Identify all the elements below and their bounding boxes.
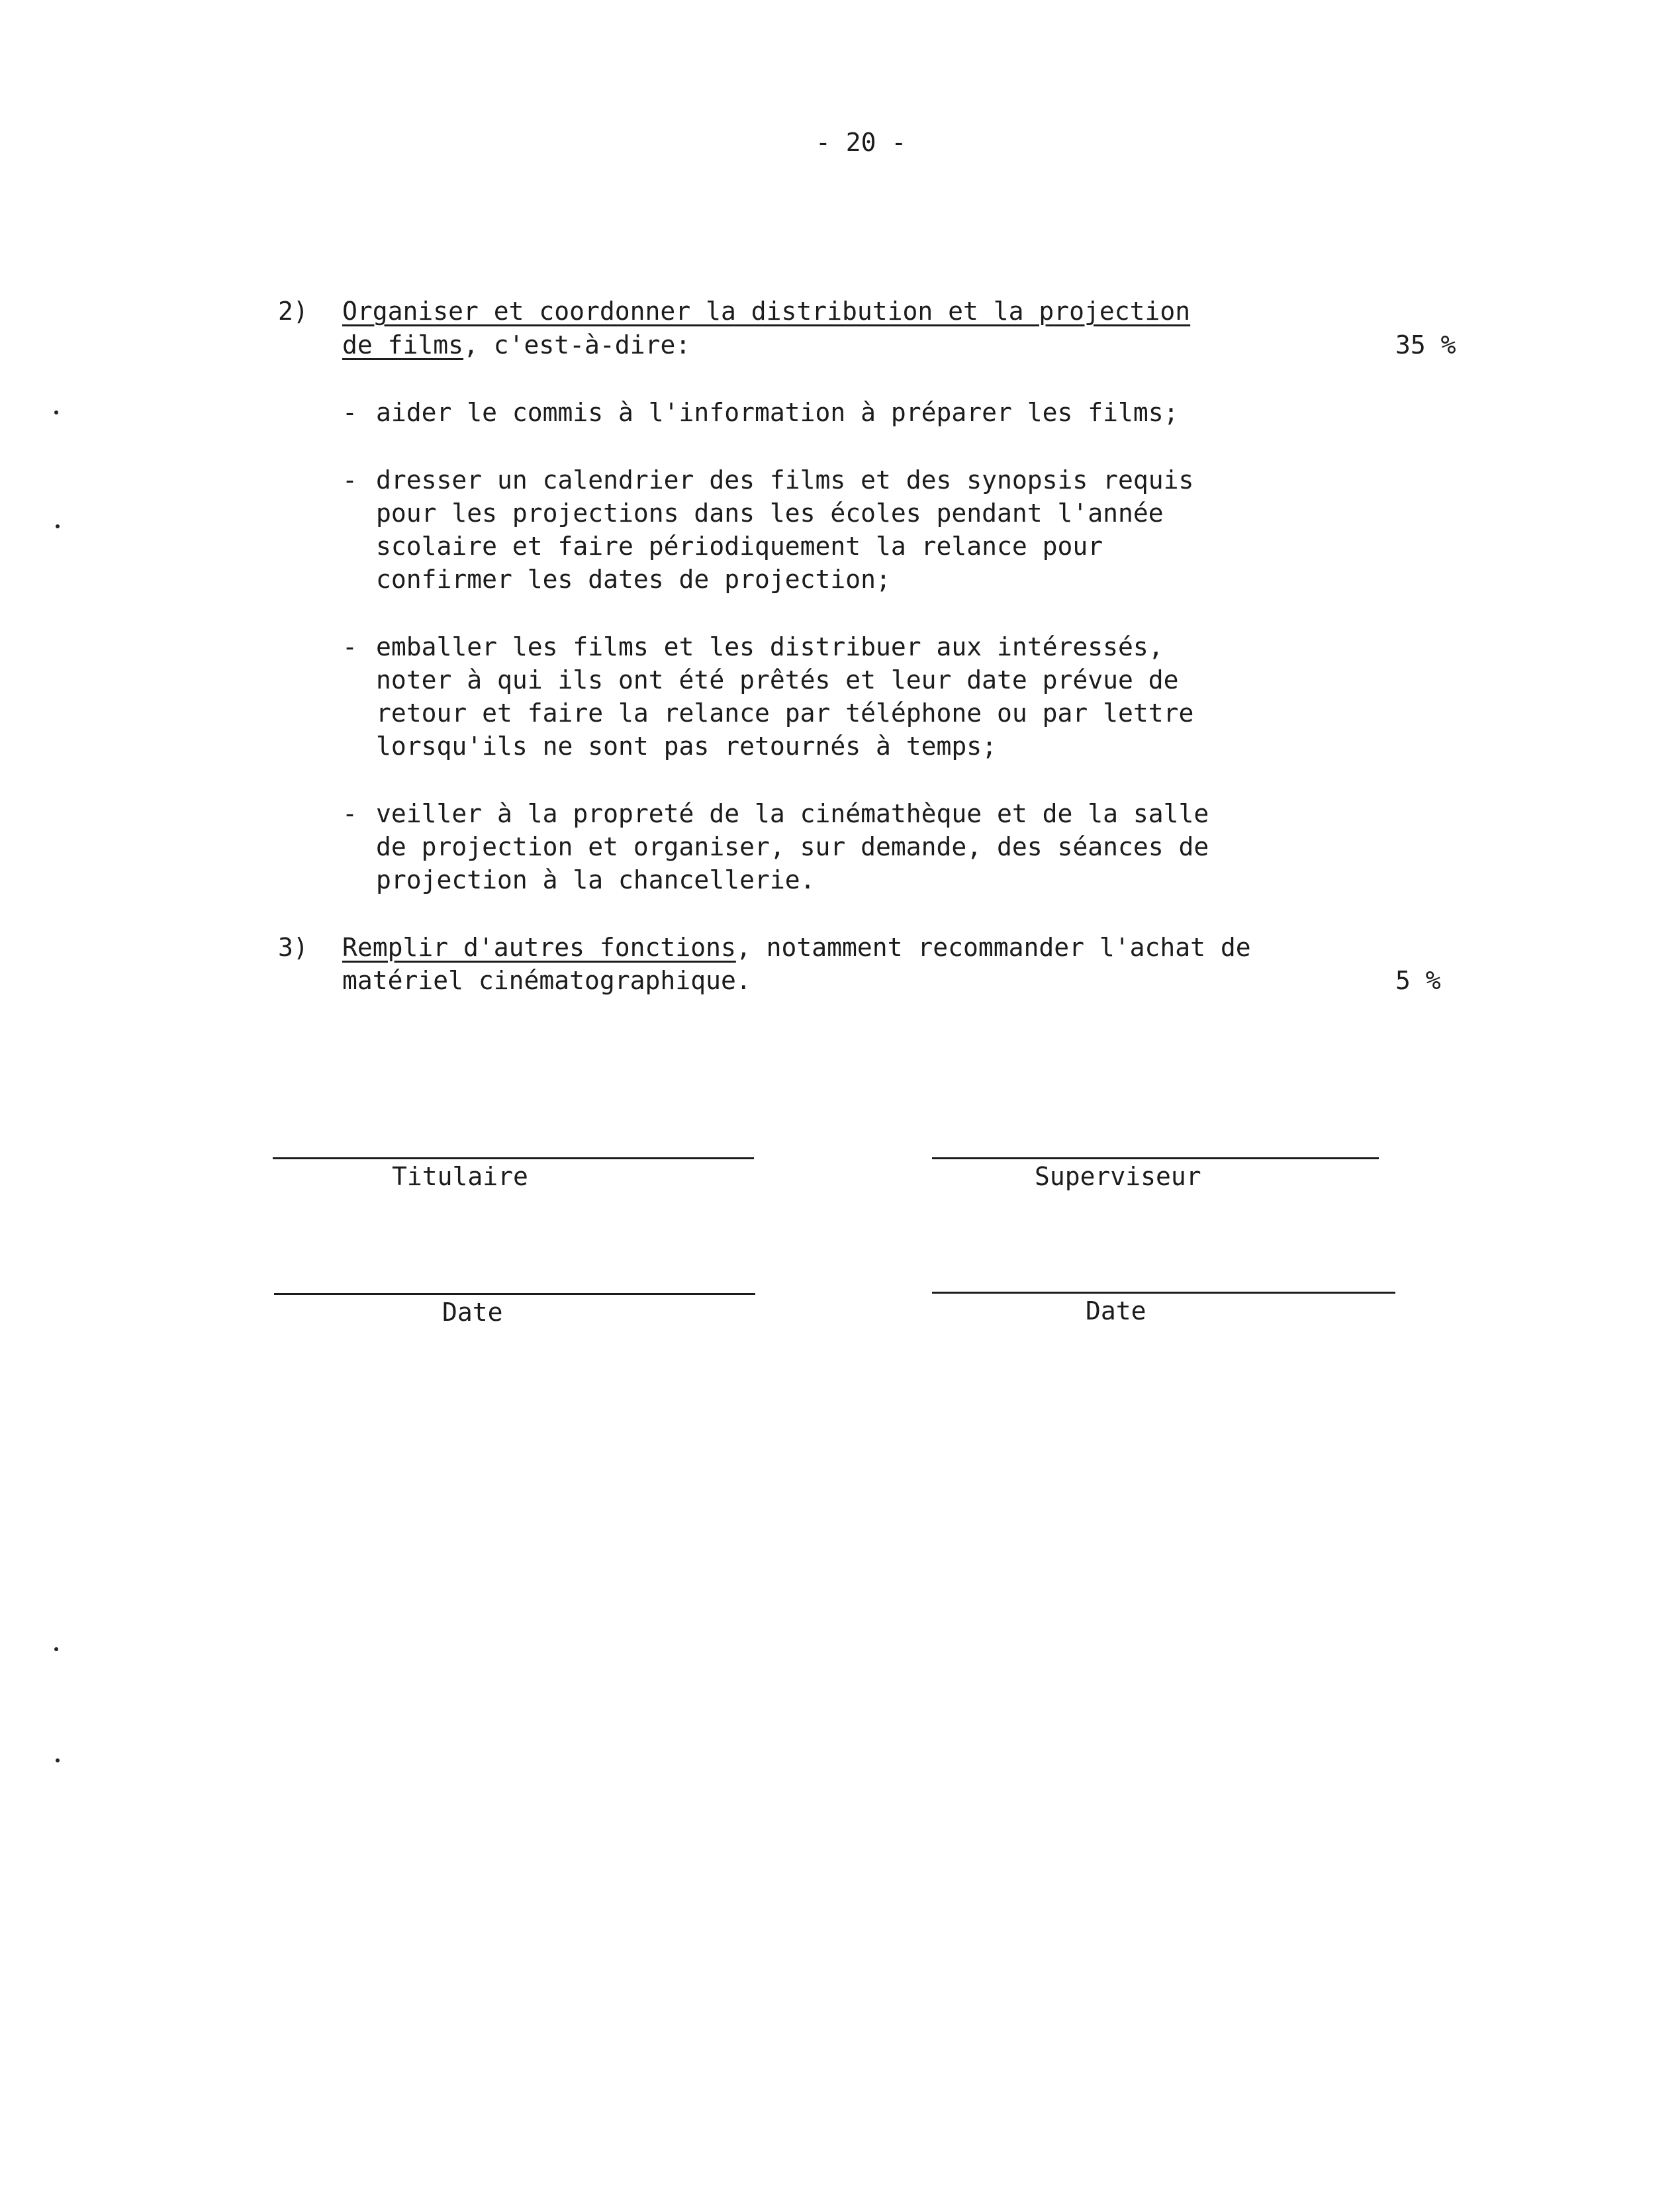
- bullet-4-line: projection à la chancellerie.: [376, 865, 816, 894]
- superviseur-signature-line: [932, 1157, 1379, 1159]
- item-2-number: 2): [278, 297, 308, 326]
- item-3-heading: [342, 931, 1251, 964]
- titulaire-label: Titulaire: [392, 1162, 528, 1191]
- superviseur-date-line: [932, 1292, 1395, 1294]
- item-3-heading-underlined: Remplir d'autres fonctions: [342, 933, 736, 962]
- bullet-dash: -: [342, 398, 357, 427]
- item-3-heading-rest: , notamment recommander l'achat de: [735, 933, 1251, 962]
- bullet-3-line: noter à qui ils ont été prêtés et leur date prévue de: [376, 665, 1179, 695]
- titulaire-date-line: [274, 1293, 755, 1295]
- bullet-2-line: scolaire et faire périodiquement la relance pour: [376, 532, 1103, 561]
- item-3-line2: matériel cinématographique.: [342, 966, 751, 995]
- date-label-right: Date: [1086, 1296, 1146, 1325]
- bullet-3-line: lorsqu'ils ne sont pas retournés à temps;: [376, 732, 997, 761]
- bullet-dash: -: [342, 632, 357, 661]
- item-3-number: 3): [278, 933, 308, 962]
- item-2-heading-underlined: de films: [342, 330, 464, 359]
- superviseur-label: Superviseur: [1035, 1162, 1201, 1191]
- item-2-percentage: 35 %: [1395, 330, 1456, 359]
- bullet-4-line: veiller à la propreté de la cinémathèque et de la salle: [376, 799, 1209, 828]
- bullet-2-line: confirmer les dates de projection;: [376, 565, 891, 594]
- item-2-heading-line2: [342, 328, 690, 361]
- bullet-dash: -: [342, 799, 357, 828]
- page-number: - 20 -: [816, 128, 907, 157]
- date-label-left: Date: [442, 1298, 503, 1327]
- bullet-3-line: emballer les films et les distribuer aux intéressés,: [376, 632, 1164, 661]
- scan-speck: [54, 410, 58, 414]
- bullet-2-line: dresser un calendrier des films et des synopsis requis: [376, 465, 1194, 495]
- bullet-dash: -: [342, 465, 357, 495]
- bullet-3-line: retour et faire la relance par téléphone ou par lettre: [376, 698, 1194, 728]
- scan-speck: [54, 1647, 58, 1651]
- scan-speck: [56, 524, 60, 528]
- titulaire-signature-line: [273, 1157, 754, 1159]
- item-2-heading-line1: Organiser et coordonner la distribution et la projection: [342, 297, 1191, 326]
- bullet-4-line: de projection et organiser, sur demande, des séances de: [376, 832, 1209, 861]
- bullet-1-line: aider le commis à l'information à préparer les films;: [376, 398, 1179, 427]
- item-3-percentage: 5 %: [1395, 966, 1441, 995]
- item-2-heading-suffix: , c'est-à-dire:: [463, 330, 691, 359]
- bullet-2-line: pour les projections dans les écoles pendant l'année: [376, 499, 1164, 528]
- scan-speck: [56, 1758, 60, 1762]
